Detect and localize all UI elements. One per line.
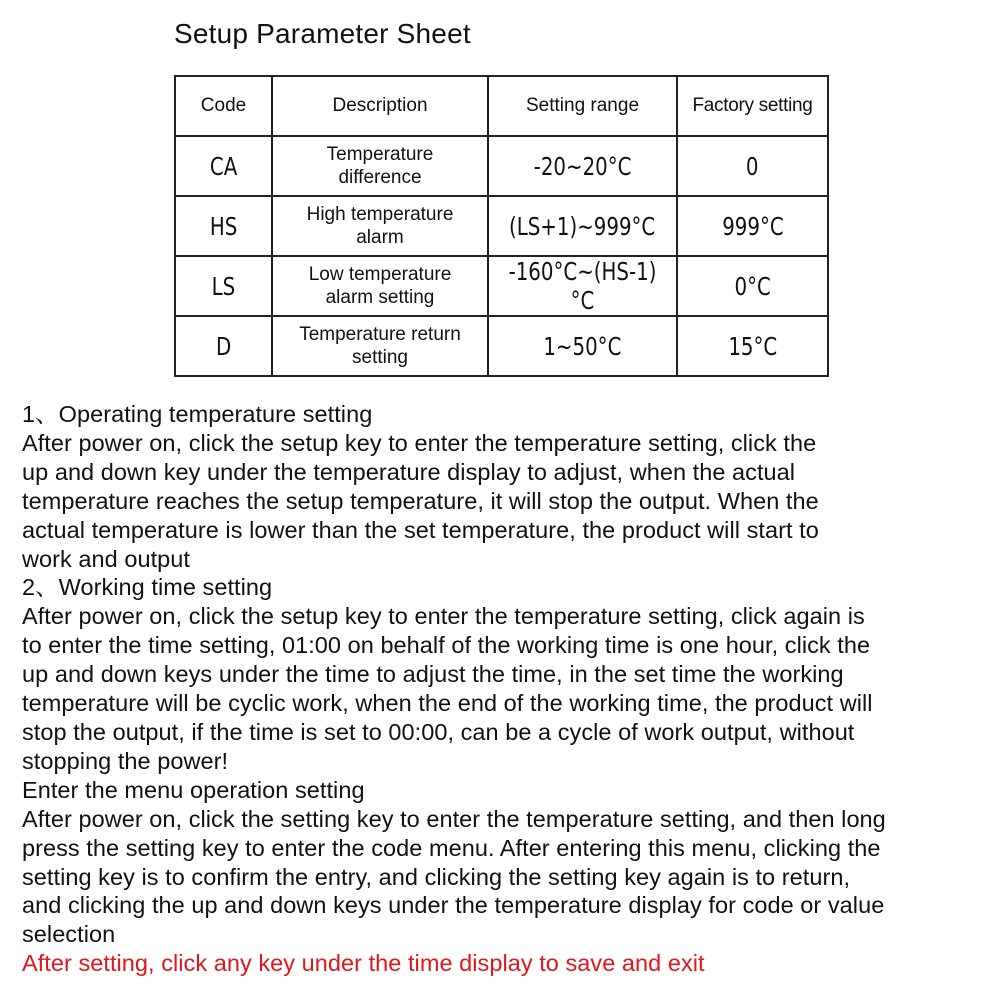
code-text: LS bbox=[211, 271, 236, 301]
section-heading: 2、Working time setting bbox=[22, 574, 273, 601]
section-heading: 1、Operating temperature setting bbox=[22, 401, 373, 427]
cell-code bbox=[175, 196, 272, 256]
code-text: HS bbox=[209, 211, 238, 241]
description-line: High temperature bbox=[306, 204, 454, 225]
description-line: difference bbox=[338, 167, 422, 188]
page-title: Setup Parameter Sheet bbox=[174, 18, 471, 49]
description-line: Low temperature bbox=[308, 264, 452, 285]
description-line: Temperature return bbox=[299, 324, 461, 345]
column-header-code: Code bbox=[175, 76, 272, 136]
table-header-row bbox=[175, 76, 828, 136]
paragraph-line: After power on, click the setting key to enter the temperature setting, and then long bbox=[22, 805, 886, 832]
paragraph-line: selection bbox=[22, 921, 116, 948]
section-heading: Enter the menu operation setting bbox=[22, 776, 365, 803]
description-line: alarm bbox=[356, 227, 404, 248]
save-exit-note: After setting, click any key under the time display to save and exit bbox=[22, 950, 705, 977]
setting-range-text: (LS+1)~999°C bbox=[509, 211, 656, 241]
paragraph-line: up and down key under the temperature display to adjust, when the actual bbox=[22, 458, 796, 485]
paragraph-line: stop the output, if the time is set to 00:00, can be a cycle of work output, without bbox=[22, 718, 855, 745]
setting-range-text: -20~20°C bbox=[533, 151, 632, 181]
table-row bbox=[175, 196, 828, 256]
code-text: CA bbox=[209, 151, 238, 181]
description-line: Temperature bbox=[326, 144, 434, 165]
paragraph-line: temperature reaches the setup temperature, it will stop the output. When the bbox=[22, 487, 819, 514]
cell-factory-setting bbox=[677, 316, 828, 376]
factory-setting-text: 0 bbox=[746, 151, 759, 181]
section-operating-temperature bbox=[22, 400, 992, 573]
parameter-table bbox=[174, 75, 829, 377]
cell-setting-range bbox=[488, 256, 677, 316]
instructions bbox=[22, 400, 992, 978]
factory-setting-text: 999°C bbox=[721, 211, 784, 241]
paragraph-line: work and output bbox=[22, 545, 190, 572]
paragraph-line: up and down keys under the time to adjust the time, in the set time the working bbox=[22, 661, 844, 688]
paragraph-line: temperature will be cyclic work, when the end of the working time, the product will bbox=[22, 690, 873, 717]
cell-setting-range bbox=[488, 136, 677, 196]
paragraph-line: press the setting key to enter the code menu. After entering this menu, clicking the bbox=[22, 834, 881, 861]
paragraph-line: actual temperature is lower than the set temperature, the product will start to bbox=[22, 516, 819, 543]
description-line: alarm setting bbox=[325, 287, 435, 308]
setting-range-text: -160°C~(HS-1)°C bbox=[508, 257, 657, 315]
paragraph-line: setting key is to confirm the entry, and clicking the setting key again is to return, bbox=[22, 863, 851, 890]
code-text: D bbox=[215, 331, 232, 361]
section-working-time bbox=[22, 573, 992, 775]
table-row bbox=[175, 136, 828, 196]
column-header-description: Description bbox=[272, 76, 488, 136]
paragraph-line: and clicking the up and down keys under the temperature display for code or value bbox=[22, 892, 885, 919]
paragraph-line: to enter the time setting, 01:00 on behalf of the working time is one hour, click the bbox=[22, 632, 871, 659]
cell-factory-setting bbox=[677, 136, 828, 196]
cell-description bbox=[272, 196, 488, 256]
cell-factory-setting bbox=[677, 196, 828, 256]
section-menu-operation bbox=[22, 776, 992, 949]
cell-setting-range bbox=[488, 196, 677, 256]
description-line: setting bbox=[352, 347, 408, 368]
paragraph-line: stopping the power! bbox=[22, 747, 229, 774]
column-header-setting-range: Setting range bbox=[488, 76, 677, 136]
paragraph-line: After power on, click the setup key to enter the temperature setting, click the bbox=[22, 429, 817, 456]
table-row bbox=[175, 316, 828, 376]
factory-setting-text: 15°C bbox=[728, 331, 777, 361]
cell-code bbox=[175, 316, 272, 376]
table-row bbox=[175, 256, 828, 316]
column-header-factory-setting: Factory setting bbox=[677, 76, 828, 136]
setting-range-text: 1~50°C bbox=[543, 331, 622, 361]
cell-factory-setting bbox=[677, 256, 828, 316]
cell-description bbox=[272, 256, 488, 316]
paragraph-line: After power on, click the setup key to enter the temperature setting, click again is bbox=[22, 603, 865, 630]
cell-code bbox=[175, 136, 272, 196]
factory-setting-text: 0°C bbox=[734, 271, 771, 301]
cell-description bbox=[272, 136, 488, 196]
cell-description bbox=[272, 316, 488, 376]
cell-setting-range bbox=[488, 316, 677, 376]
cell-code bbox=[175, 256, 272, 316]
